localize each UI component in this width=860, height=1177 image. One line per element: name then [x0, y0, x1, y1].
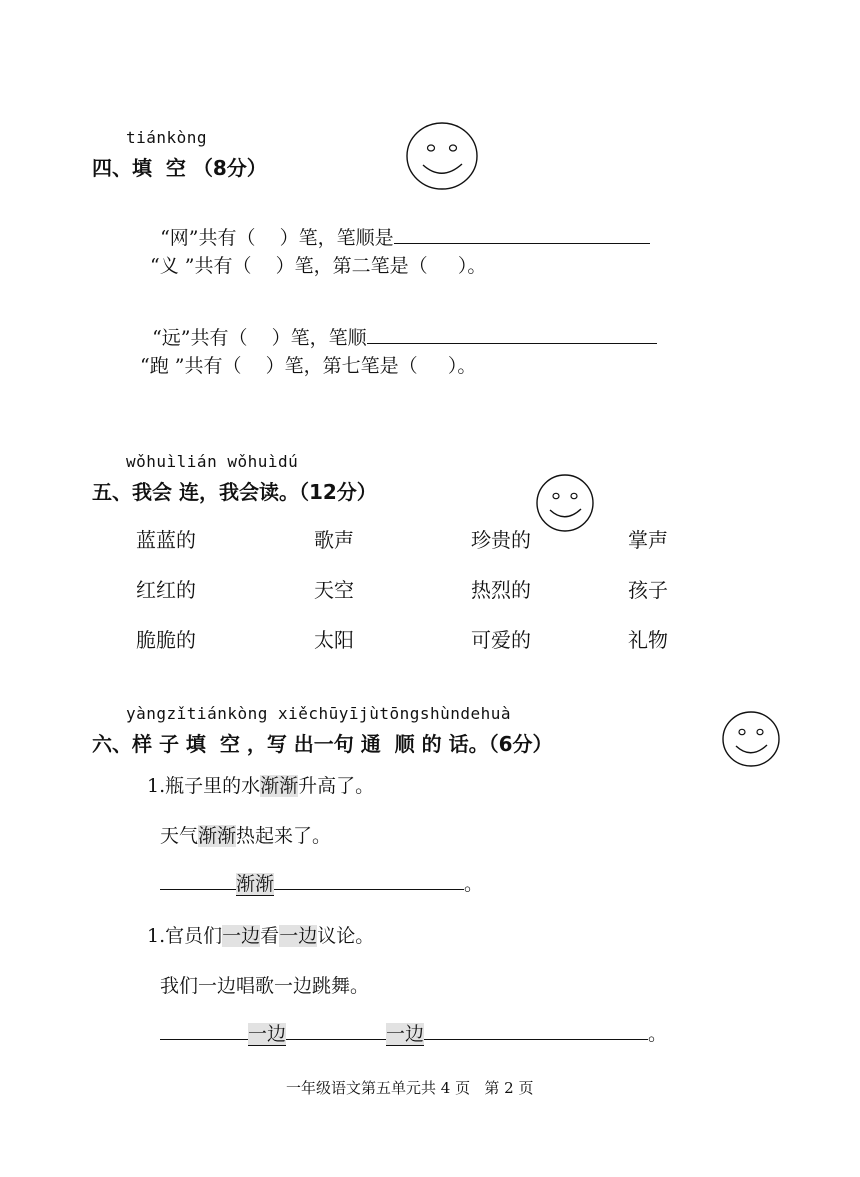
page-footer: 一年级语文第五单元共 4 页 第 2 页	[286, 1079, 534, 1097]
match-word[interactable]: 掌声	[628, 528, 668, 552]
section5-pinyin: wǒhuìlián wǒhuìdú	[126, 452, 299, 471]
match-word[interactable]: 天空	[314, 578, 354, 602]
section6-pinyin: yàngzǐtiánkòng xiěchūyījùtōngshùndehuà	[126, 704, 512, 723]
answer-blank[interactable]	[394, 223, 650, 244]
section4-pinyin: tiánkòng	[126, 128, 208, 147]
question-wang: “网”共有（ ）笔，笔顺是	[148, 201, 650, 250]
match-word[interactable]: 歌声	[314, 528, 354, 552]
example2-model: 我们一边唱歌一边跳舞。	[160, 975, 370, 997]
answer-blank[interactable]	[286, 1019, 386, 1040]
match-word[interactable]: 珍贵的	[471, 528, 531, 552]
match-word[interactable]: 热烈的	[471, 578, 531, 602]
smiley-face-icon	[535, 473, 595, 533]
example2-sentence: 1.官员们一边看一边议论。	[147, 925, 375, 947]
section6-heading: 六、样 子 填 空 ，写 出一句 通 顺 的 话。（6分）	[92, 732, 553, 756]
section5-heading: 五、我会 连，我会读。（12分）	[92, 480, 377, 504]
answer-blank[interactable]	[367, 323, 657, 344]
example2-answer-line: 一边 一边 。	[160, 1019, 667, 1046]
smiley-face-icon	[404, 120, 480, 192]
answer-blank[interactable]	[160, 1019, 248, 1040]
question-yi: “义 ”共有（ ）笔，第二笔是（ ）。	[150, 255, 487, 277]
match-word[interactable]: 红红的	[136, 578, 196, 602]
match-word[interactable]: 礼物	[628, 628, 668, 652]
match-word[interactable]: 脆脆的	[136, 628, 196, 652]
example1-model: 天气渐渐热起来了。	[160, 825, 332, 847]
match-word[interactable]: 孩子	[628, 578, 668, 602]
example1-sentence: 1.瓶子里的水渐渐升高了。	[147, 775, 375, 797]
answer-blank[interactable]	[274, 869, 464, 890]
match-word[interactable]: 太阳	[314, 628, 354, 652]
section4-heading: 四、填 空 （8分）	[92, 156, 267, 180]
answer-blank[interactable]	[424, 1019, 648, 1040]
match-word[interactable]: 蓝蓝的	[136, 528, 196, 552]
example1-answer-line: 渐渐 。	[160, 869, 483, 896]
smiley-face-icon	[721, 710, 781, 768]
match-word[interactable]: 可爱的	[471, 628, 531, 652]
question-pao: “跑 ”共有（ ）笔，第七笔是（ ）。	[140, 355, 477, 377]
answer-blank[interactable]	[160, 869, 236, 890]
question-yuan: “远”共有（ ）笔，笔顺	[140, 301, 657, 350]
